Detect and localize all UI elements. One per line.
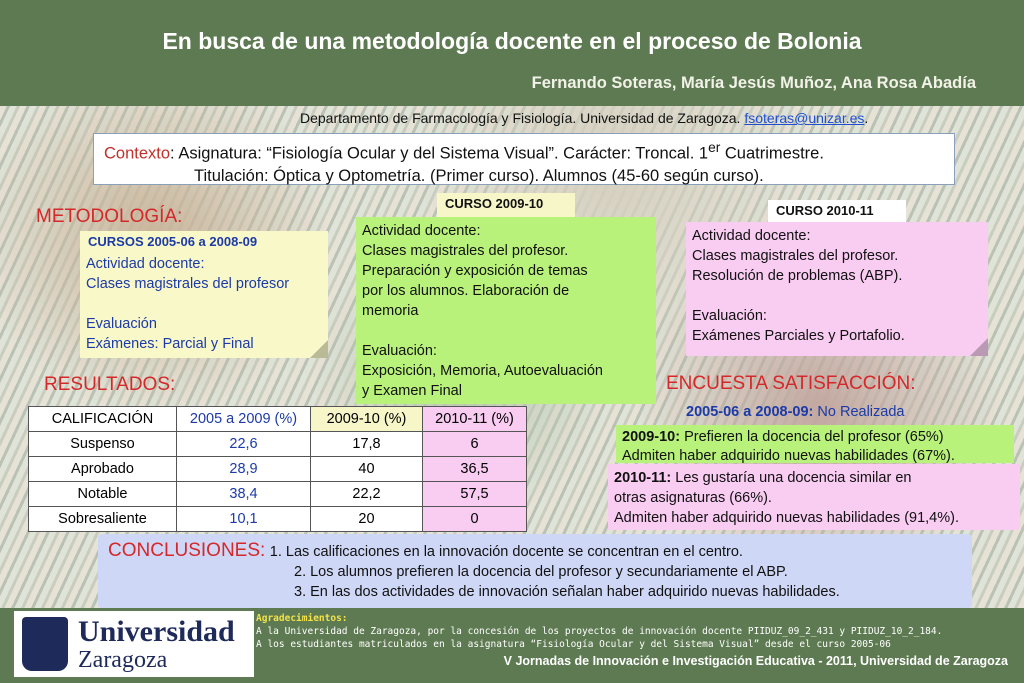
methodology-box-2005 — [80, 250, 328, 358]
table-cell: 17,8 — [311, 432, 423, 457]
box1-lines — [80, 250, 328, 358]
methodology-box-2010 — [686, 222, 988, 356]
note-line: Preparación y exposición de temas — [362, 263, 588, 279]
survey-2009 — [616, 425, 1014, 463]
survey-c-line3: Admiten haber adquirido nuevas habilidades (91,4%). — [614, 510, 959, 526]
note-line: Clases magistrales del profesor. — [362, 243, 569, 259]
survey-a-label: 2005-06 a 2008-09: — [686, 404, 814, 420]
page-fold-icon — [310, 340, 328, 358]
logo-university: Universidad — [78, 615, 235, 648]
note-line — [692, 286, 982, 306]
authors: Fernando Soteras, María Jesús Muñoz, Ana Rosa Abadía — [531, 74, 976, 92]
email-link[interactable]: fsoteras@unizar.es — [744, 110, 865, 126]
university-logo — [14, 611, 254, 677]
conclusions-box — [98, 534, 972, 608]
table-header: 2010-11 (%) — [423, 407, 527, 432]
box2-lines — [356, 217, 656, 405]
table-cell: 28,9 — [177, 457, 311, 482]
note-line: Clases magistrales del profesor. — [692, 248, 899, 264]
conclusions-title: CONCLUSIONES: — [108, 540, 266, 561]
context-line1-end: Cuatrimestre. — [720, 144, 824, 163]
table-cell: 57,5 — [423, 482, 527, 507]
table-cell: 22,6 — [177, 432, 311, 457]
note-line: y Examen Final — [362, 383, 462, 399]
results-table — [28, 406, 527, 532]
conclusion-item: 1. Las calificaciones en la innovación docente se concentran en el centro. — [269, 544, 743, 560]
table-cell: 20 — [311, 507, 423, 532]
survey-2005 — [686, 404, 904, 420]
note-line: Actividad docente: — [362, 223, 481, 239]
table-cell: Sobresaliente — [29, 507, 177, 532]
crest-icon — [22, 617, 68, 671]
survey-c-line2: otras asignaturas (66%). — [614, 490, 772, 506]
table-cell: Suspenso — [29, 432, 177, 457]
survey-2010 — [608, 464, 1020, 530]
table-cell: 38,4 — [177, 482, 311, 507]
resultados-title: RESULTADOS: — [44, 374, 176, 395]
table-row — [29, 507, 527, 532]
note-line — [86, 294, 322, 314]
conference-name: V Jornadas de Innovación e Investigación Educativa - 2011, Universidad de Zaragoza — [503, 654, 1008, 668]
table-row — [29, 432, 527, 457]
box1-tab: CURSOS 2005-06 a 2008-09 — [80, 231, 328, 253]
table-cell: 6 — [423, 432, 527, 457]
conclusion-item: 3. En las dos actividades de innovación señalan haber adquirido nuevas habilidades. — [294, 584, 840, 600]
context-line1: Asignatura: “Fisiología Ocular y del Sistema Visual”. Carácter: Troncal. 1 — [178, 144, 709, 163]
note-line: Exámenes Parciales y Portafolio. — [692, 328, 905, 344]
note-line: Evaluación — [86, 316, 157, 332]
encuesta-title: ENCUESTA SATISFACCIÓN: — [666, 373, 916, 394]
table-header: CALIFICACIÓN — [29, 407, 177, 432]
note-line: memoria — [362, 303, 419, 319]
context-label: Contexto — [104, 144, 171, 163]
note-line: Exámenes: Parcial y Final — [86, 336, 254, 352]
table-header: 2005 a 2009 (%) — [177, 407, 311, 432]
table-cell: 10,1 — [177, 507, 311, 532]
note-line — [362, 321, 650, 341]
table-header-row — [29, 407, 527, 432]
box3-lines — [686, 222, 988, 350]
table-row — [29, 482, 527, 507]
metodologia-title: METODOLOGÍA: — [36, 206, 183, 227]
methodology-box-2009 — [356, 217, 656, 404]
note-line: Actividad docente: — [692, 228, 811, 244]
context-box: Contexto: Asignatura: “Fisiología Ocular y del Sistema Visual”. Carácter: Troncal. 1er Cuatrimestre. Titulación: Óptica y Optometría. (Primer curso). Alumnos (45-60 según curso). — [93, 133, 955, 185]
survey-a-value: No Realizada — [813, 404, 905, 420]
note-line: Resolución de problemas (ABP). — [692, 268, 903, 284]
page-title: En busca de una metodología docente en el proceso de Bolonia — [162, 28, 862, 54]
survey-c-label: 2010-11: — [614, 470, 672, 486]
survey-b-line2: Admiten haber adquirido nuevas habilidades (67%). — [622, 448, 955, 463]
note-line: Clases magistrales del profesor — [86, 276, 290, 292]
note-line: Exposición, Memoria, Autoevaluación — [362, 363, 603, 379]
note-line: por los alumnos. Elaboración de — [362, 283, 570, 299]
context-line2: Titulación: Óptica y Optometría. (Primer curso). Alumnos (45-60 según curso). — [194, 166, 764, 185]
table-cell: 22,2 — [311, 482, 423, 507]
table-cell: 36,5 — [423, 457, 527, 482]
department: Departamento de Farmacología y Fisiología. Universidad de Zaragoza. — [300, 110, 741, 126]
table-cell: 0 — [423, 507, 527, 532]
ack-line2: A los estudiantes matriculados en la asignatura “Fisiología Ocular y del Sistema Visual” desde el curso 2005-06 — [256, 639, 891, 650]
acknowledgements — [256, 612, 1022, 651]
note-line: Evaluación: — [692, 308, 767, 324]
table-row — [29, 457, 527, 482]
note-line: Actividad docente: — [86, 256, 205, 272]
ack-line1: A la Universidad de Zaragoza, por la concesión de los proyectos de innovación docente PIIDUZ_09_2_431 y PIIDUZ_10_2_184. — [256, 626, 943, 637]
note-line: Evaluación: — [362, 343, 437, 359]
survey-b-label: 2009-10: — [622, 429, 681, 445]
conclusion-item: 2. Los alumnos prefieren la docencia del profesor y secundariamente el ABP. — [294, 564, 788, 580]
survey-b-line1: Prefieren la docencia del profesor (65%) — [680, 429, 944, 445]
box2-tab: CURSO 2009-10 — [437, 193, 575, 217]
table-cell: Aprobado — [29, 457, 177, 482]
table-cell: Notable — [29, 482, 177, 507]
box3-tab: CURSO 2010-11 — [768, 200, 906, 224]
table-cell: 40 — [311, 457, 423, 482]
ack-title: Agradecimientos: — [256, 613, 348, 624]
logo-zaragoza: Zaragoza — [78, 647, 168, 673]
page-fold-icon — [970, 338, 988, 356]
context-superscript: er — [708, 140, 721, 155]
table-header: 2009-10 (%) — [311, 407, 423, 432]
survey-c-line1: Les gustaría una docencia similar en — [671, 470, 912, 486]
department-line: Departamento de Farmacología y Fisiología. Universidad de Zaragoza. fsoteras@unizar.es. — [300, 110, 869, 126]
